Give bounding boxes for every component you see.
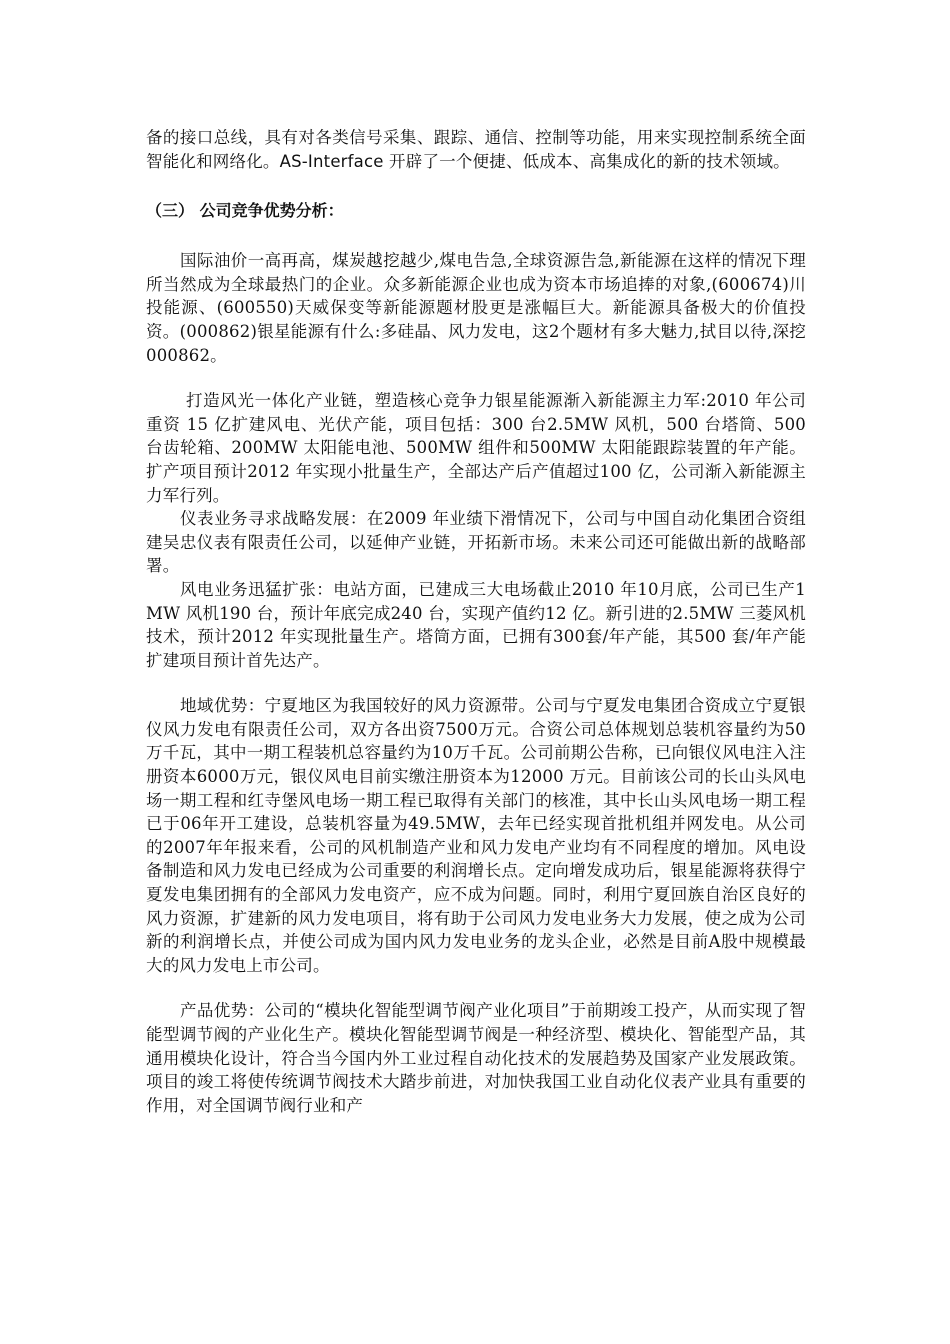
- spacer: [146, 977, 806, 999]
- paragraph-industry-chain: 打造风光一体化产业链，塑造核心竞争力银星能源渐入新能源主力军:2010 年公司重资 15 亿扩建风电、光伏产能，项目包括：300 台2.5MW 风机，500 台塔筒、500 台齿轮箱、200MW 太阳能电池、500MW 组件和500MW 太阳能跟踪装置的年产能。扩产项目预计2012 年实现小批量生产，全部达产后产值超过100 亿，公司渐入新能源主力军行列。: [146, 391, 806, 505]
- paragraph-product-advantage: 产品优势：公司的“模块化智能型调节阀产业化项目”于前期竣工投产，从而实现了智能型调节阀的产业化生产。模块化智能型调节阀是一种经济型、模块化、智能型产品，其通用模块化设计，符合当今国内外工业过程自动化技术的发展趋势及国家产业发展政策。项目的竣工将使传统调节阀技术大踏步前进，对加快我国工业自动化仪表产业具有重要的作用，对全国调节阀行业和产: [146, 1001, 806, 1115]
- spacer: [146, 173, 806, 199]
- spacer: [146, 367, 806, 389]
- paragraph-wind-power-expansion: 风电业务迅猛扩张：电站方面，已建成三大电场截止2010 年10月底，公司已生产1MW 风机190 台，预计年底完成240 台，实现产值约12 亿。新引进的2.5MW 三菱风机技术，预计2012 年实现批量生产。塔筒方面，已拥有300套/年产能，其500 套/年产能扩建项目预计首先达产。: [146, 579, 806, 670]
- intro-paragraph: [146, 126, 806, 173]
- section-heading: （三） 公司竞争优势分析：: [146, 201, 344, 221]
- paragraph-instrument-business: 仪表业务寻求战略发展：在2009 年业绩下滑情况下，公司与中国自动化集团合资组建吴忠仪表有限责任公司，以延伸产业链，开拓新市场。未来公司还可能做出新的战略部署。: [146, 509, 806, 576]
- intro-text-before: 备的接口总线，具有对各类信号采集、跟踪、通信、控制等功能，用来实现控制系统全面智能化和网络化。: [146, 128, 806, 171]
- spacer: [146, 672, 806, 694]
- intro-text-after: 开辟了一个便捷、低成本、高集成化的新的技术领域。: [383, 151, 790, 171]
- document-page: [146, 126, 806, 1117]
- spacer: [146, 223, 806, 249]
- paragraph-regional-advantage: 地域优势：宁夏地区为我国较好的风力资源带。公司与宁夏发电集团合资成立宁夏银仪风力发电有限责任公司，双方各出资7500万元。合资公司总体规划总装机容量约为50万千瓦，其中一期工程装机总容量约为10万千瓦。公司前期公告称，已向银仪风电注入注册资本6000万元，银仪风电目前实缴注册资本为12000 万元。目前该公司的长山头风电场一期工程和红寺堡风电场一期工程已取得有关部门的核准，其中长山头风电场一期工程已于06年开工建设，总装机容量为49.5MW，去年已经实现首批机组并网发电。从公司的2007年年报来看，公司的风机制造产业和风力发电产业均有不同程度的增加。风电设备制造和风力发电已经成为公司重要的利润增长点。定向增发成功后，银星能源将获得宁夏发电集团拥有的全部风力发电资产，应不成为问题。同时，利用宁夏回族自治区良好的风力资源，扩建新的风力发电项目，将有助于公司风力发电业务大力发展，使之成为公司新的利润增长点，并使公司成为国内风力发电业务的龙头企业，必然是目前A股中规模最大的风力发电上市公司。: [146, 696, 806, 975]
- as-interface-term: AS-Interface: [279, 151, 384, 171]
- paragraph-new-energy: 国际油价一高再高，煤炭越挖越少,煤电告急,全球资源告急,新能源在这样的情况下理所当然成为全球最热门的企业。众多新能源企业也成为资本市场追捧的对象,(600674)川投能源、(600550)天威保变等新能源题材股更是涨幅巨大。新能源具备极大的价值投资。(000862)银星能源有什么:多硅晶、风力发电，这2个题材有多大魅力,拭目以待,深挖000862。: [146, 251, 806, 365]
